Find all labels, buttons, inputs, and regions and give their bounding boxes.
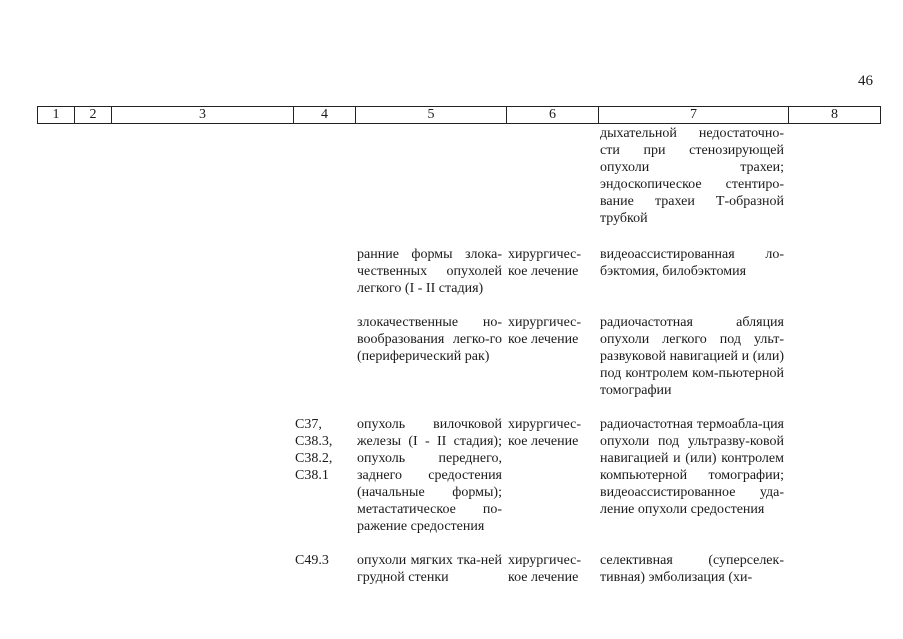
treatment-type-cell: хирургичес-кое лечение: [508, 417, 582, 449]
diagnosis-cell: опухоль вилочковой железы (I - II стадия); опухоль переднего, заднего средостения (начальные формы); метастатическое по-ражение средостения: [357, 417, 502, 534]
column-header-4: 4: [294, 107, 356, 124]
method-cell: радиочастотная абляция опухоли легкого под ульт-развуковой навигацией и (или) под контролем ком-пьютерной томографии: [600, 315, 784, 398]
treatment-type-cell: хирургичес-кое лечение: [508, 247, 582, 279]
icd-codes-cell: С37, С38.3, С38.2, С38.1: [295, 417, 333, 483]
column-header-8: 8: [789, 107, 881, 124]
column-header-1: 1: [38, 107, 75, 124]
column-header-3: 3: [112, 107, 294, 124]
treatment-type-cell: хирургичес-кое лечение: [508, 315, 582, 347]
method-cell: селективная (суперселек-тивная) эмболизация (хи-: [600, 553, 784, 585]
column-header-2: 2: [75, 107, 112, 124]
method-cell: дыхательной недостаточно-сти при стенозирующей опухоли трахеи; эндоскопическое стентиро-вание трахеи Т-образной трубкой: [600, 126, 784, 226]
icd-codes-cell: С49.3: [295, 553, 329, 568]
page-number: 46: [858, 73, 873, 89]
column-header-7: 7: [599, 107, 789, 124]
column-number-header: [37, 106, 881, 124]
method-cell: радиочастотная термоабла-ция опухоли под ультразву-ковой навигацией и (или) контролем компьютерной томографии; видеоассистированное уда-ление опухоли средостения: [600, 417, 784, 517]
column-header-5: 5: [356, 107, 507, 124]
diagnosis-cell: ранние формы злока-чественных опухолей легкого (I - II стадия): [357, 247, 502, 296]
treatment-type-cell: хирургичес-кое лечение: [508, 553, 582, 585]
column-header-6: 6: [507, 107, 599, 124]
diagnosis-cell: злокачественные но-вообразования легко-го (периферический рак): [357, 315, 502, 364]
diagnosis-cell: опухоли мягких тка-ней грудной стенки: [357, 553, 502, 585]
method-cell: видеоассистированная ло-бэктомия, билобэктомия: [600, 247, 784, 279]
